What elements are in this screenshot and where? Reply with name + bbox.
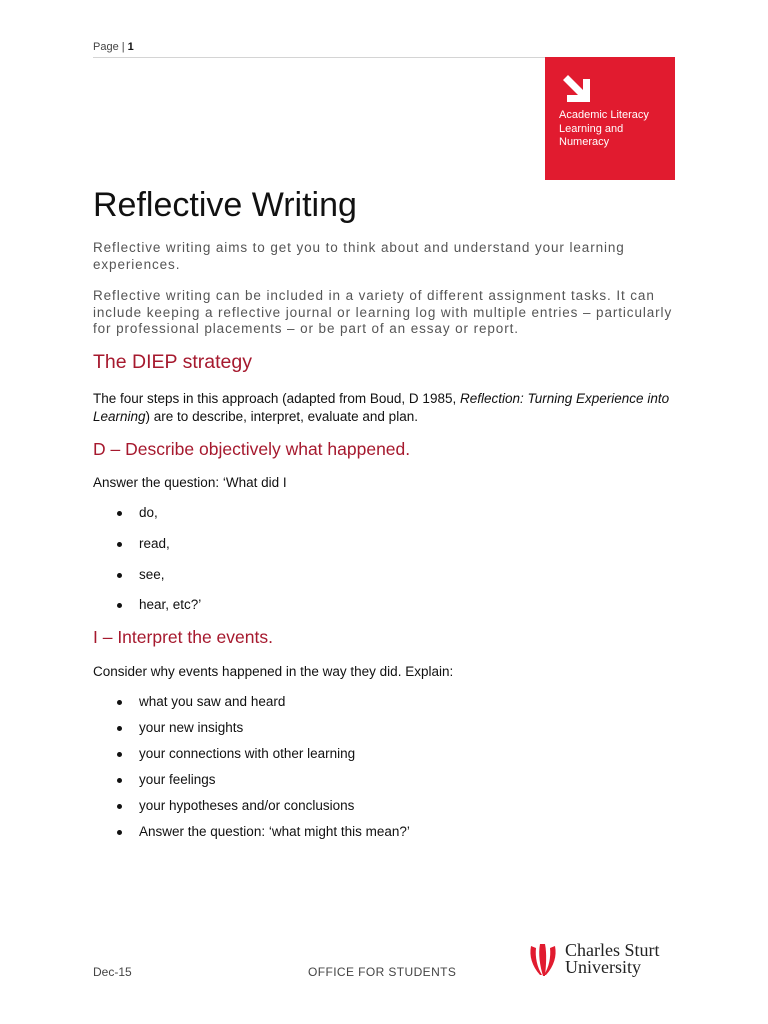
alln-brand-block bbox=[545, 57, 675, 180]
csu-logo bbox=[528, 942, 678, 980]
list-item: see, bbox=[139, 567, 165, 582]
list-item: your feelings bbox=[139, 772, 216, 787]
arrow-down-right-icon bbox=[559, 71, 593, 105]
list-item: read, bbox=[139, 536, 170, 551]
diep-paragraph: The four steps in this approach (adapted from Boud, D 1985, Reflection: Turning Experience into Learning) are to describe, interpret, evaluate and plan. bbox=[93, 391, 670, 424]
interpret-intro: Consider why events happened in the way they did. Explain: bbox=[93, 664, 454, 679]
interpret-heading: I – Interpret the events. bbox=[93, 627, 273, 647]
list-item: your new insights bbox=[139, 720, 244, 735]
diep-heading: The DIEP strategy bbox=[93, 351, 252, 373]
page-number-header: Page | 1 bbox=[93, 41, 134, 53]
footer-office: OFFICE FOR STUDENTS bbox=[308, 965, 457, 979]
alln-brand-text: Academic Literacy Learning and Numeracy bbox=[559, 109, 649, 148]
list-item: what you saw and heard bbox=[139, 694, 286, 709]
list-item: your hypotheses and/or conclusions bbox=[139, 798, 355, 813]
list-item: do, bbox=[139, 505, 158, 520]
page-title: Reflective Writing bbox=[93, 186, 357, 224]
describe-heading: D – Describe objectively what happened. bbox=[93, 439, 411, 459]
list-item: your connections with other learning bbox=[139, 746, 356, 761]
csu-wordmark: Charles Sturt University bbox=[565, 940, 660, 977]
list-item: hear, etc?’ bbox=[139, 597, 202, 612]
intro-paragraph-1: Reflective writing aims to get you to think about and understand your learning experiences. bbox=[93, 240, 625, 272]
page-number: 1 bbox=[127, 41, 134, 53]
list-item: Answer the question: ‘what might this mean?’ bbox=[139, 824, 410, 839]
footer-date: Dec-15 bbox=[93, 965, 132, 979]
intro-paragraph-2: Reflective writing can be included in a variety of different assignment tasks. It can include keeping a reflective journal or learning log with multiple entries – particularly for professional placements – or be part of an essay or report. bbox=[93, 288, 673, 336]
describe-intro: Answer the question: ‘What did I bbox=[93, 475, 287, 490]
csu-flame-icon bbox=[528, 942, 558, 978]
